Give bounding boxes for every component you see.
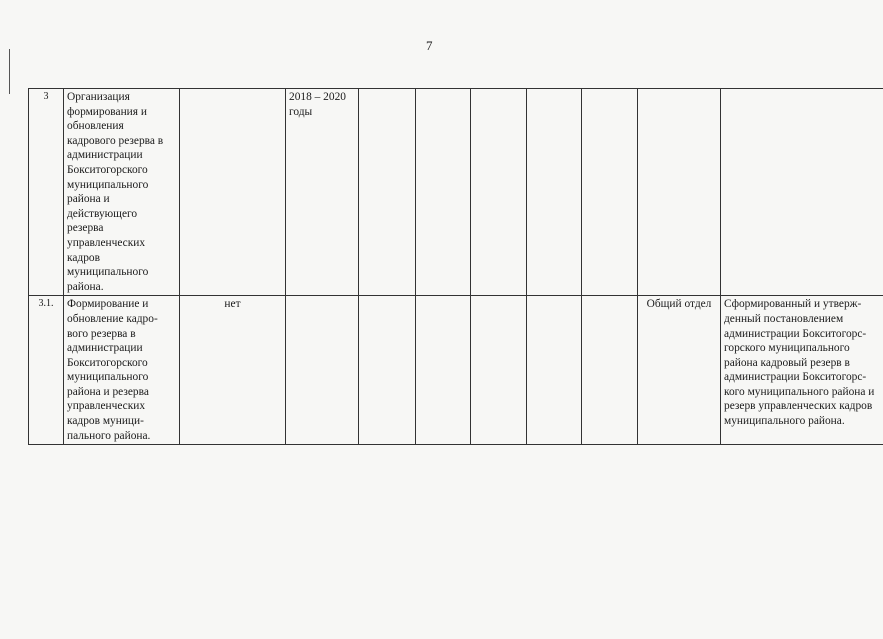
cell-line: вого резерва в bbox=[67, 327, 136, 340]
funding-cell bbox=[180, 89, 286, 296]
cell-line: Организация bbox=[67, 91, 130, 103]
row-number: 3.1. bbox=[29, 296, 64, 445]
cell-line: района и резерва bbox=[67, 385, 149, 398]
cell-line: района и bbox=[67, 193, 110, 206]
cell-line: пального района. bbox=[67, 429, 151, 442]
cell-line: района. bbox=[67, 280, 104, 293]
cell-line: Бокситогорского bbox=[67, 356, 148, 369]
empty-cell bbox=[359, 89, 416, 296]
cell-line: 2018 – 2020 bbox=[289, 91, 346, 103]
empty-cell bbox=[527, 296, 582, 445]
cell-line: кадрового резерва в bbox=[67, 134, 164, 147]
cell-line: муниципального bbox=[67, 266, 149, 279]
program-table bbox=[28, 88, 883, 445]
activity-name bbox=[64, 296, 180, 445]
cell-line: Сформированный и утверж- bbox=[724, 298, 862, 311]
cell-line: муниципального bbox=[67, 371, 149, 384]
activity-name bbox=[64, 89, 180, 296]
empty-cell bbox=[359, 296, 416, 445]
row-number: 3 bbox=[29, 89, 64, 296]
cell-line: района кадровый резерв в bbox=[724, 356, 850, 369]
cell-line: администрации bbox=[67, 149, 143, 162]
empty-cell bbox=[471, 89, 527, 296]
cell-line: годы bbox=[289, 105, 313, 118]
executor-cell bbox=[638, 89, 721, 296]
executor-cell: Общий отдел bbox=[638, 296, 721, 445]
empty-cell bbox=[416, 89, 471, 296]
cell-line: муниципального района. bbox=[724, 415, 845, 428]
cell-line: кого муниципального района и bbox=[724, 385, 875, 398]
empty-cell bbox=[582, 89, 638, 296]
cell-line: формирования и bbox=[67, 105, 147, 118]
empty-cell bbox=[471, 296, 527, 445]
page-number: 7 bbox=[426, 38, 433, 53]
cell-line: резерв управленческих кадров bbox=[724, 400, 873, 413]
cell-line: администрации Бокситогорс- bbox=[724, 327, 867, 340]
period-cell bbox=[286, 89, 359, 296]
margin-mark bbox=[9, 49, 10, 94]
cell-line: управленческих bbox=[67, 400, 146, 413]
empty-cell bbox=[582, 296, 638, 445]
result-cell bbox=[721, 296, 883, 445]
cell-line: администрации Бокситогорс- bbox=[724, 371, 867, 384]
period-cell bbox=[286, 296, 359, 445]
cell-line: кадров bbox=[67, 251, 100, 264]
cell-line: Формирование и bbox=[67, 298, 149, 311]
cell-line: управленческих bbox=[67, 236, 146, 249]
table-row bbox=[29, 296, 883, 445]
funding-cell: нет bbox=[180, 296, 286, 445]
cell-line: горского муниципального bbox=[724, 342, 850, 355]
cell-line: администрации bbox=[67, 342, 143, 355]
cell-line: Бокситогорского bbox=[67, 163, 148, 176]
cell-line: обновления bbox=[67, 120, 124, 133]
cell-line: обновление кадро- bbox=[67, 312, 158, 325]
cell-line: резерва bbox=[67, 222, 104, 235]
cell-line: действующего bbox=[67, 207, 138, 220]
cell-line: муниципального bbox=[67, 178, 149, 191]
empty-cell bbox=[527, 89, 582, 296]
cell-line: денный постановлением bbox=[724, 312, 844, 325]
cell-line: кадров муници- bbox=[67, 415, 144, 428]
empty-cell bbox=[416, 296, 471, 445]
table-row bbox=[29, 89, 883, 296]
result-cell bbox=[721, 89, 883, 296]
